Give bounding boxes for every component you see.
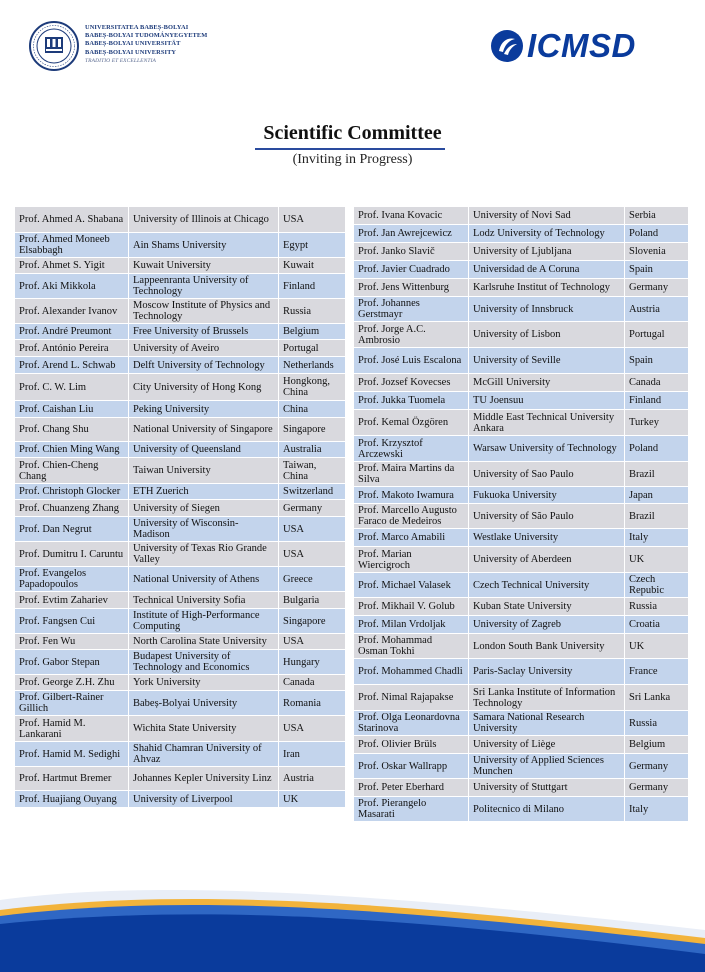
member-country: Poland <box>625 225 689 243</box>
member-name: Prof. André Preumont <box>15 324 129 340</box>
committee-row <box>15 716 346 742</box>
university-name-line: BABEȘ-BOLYAI UNIVERSITÄT <box>85 40 181 48</box>
member-affiliation: Samara National Research University <box>469 711 625 736</box>
member-country: Netherlands <box>279 357 346 374</box>
member-name: Prof. Javier Cuadrado <box>354 261 469 279</box>
member-name: Prof. Jens Wittenburg <box>354 279 469 297</box>
committee-row <box>354 462 689 487</box>
member-name: Prof. Evangelos Papadopoulos <box>15 567 129 592</box>
committee-row <box>15 500 346 517</box>
member-country: Canada <box>625 374 689 392</box>
member-name: Prof. Mohammed Chadli <box>354 659 469 685</box>
member-country: Japan <box>625 487 689 504</box>
member-country: Germany <box>625 754 689 779</box>
committee-row <box>354 797 689 822</box>
member-name: Prof. Hamid M. Lankarani <box>15 716 129 742</box>
member-country: Brazil <box>625 504 689 529</box>
university-name-line: UNIVERSITATEA BABEȘ-BOLYAI <box>85 24 189 31</box>
member-country: Hongkong, China <box>279 374 346 401</box>
member-name: Prof. Dumitru I. Caruntu <box>15 542 129 567</box>
member-affiliation: Budapest University of Technology and Economics <box>129 650 279 675</box>
committee-row <box>15 592 346 609</box>
committee-row <box>354 261 689 279</box>
member-country: Kuwait <box>279 258 346 274</box>
member-country: China <box>279 401 346 418</box>
member-affiliation: University of Zagreb <box>469 616 625 634</box>
member-affiliation: Peking University <box>129 401 279 418</box>
member-affiliation: Westlake University <box>469 529 625 547</box>
committee-row <box>15 340 346 357</box>
committee-row <box>354 616 689 634</box>
member-affiliation: McGill University <box>469 374 625 392</box>
member-country: Russia <box>279 299 346 324</box>
member-country: Finland <box>625 392 689 410</box>
member-name: Prof. Hartmut Bremer <box>15 767 129 791</box>
member-name: Prof. Johannes Gerstmayr <box>354 297 469 322</box>
member-affiliation: Free University of Brussels <box>129 324 279 340</box>
committee-row <box>354 374 689 392</box>
member-name: Prof. José Luis Escalona <box>354 348 469 374</box>
committee-row <box>15 324 346 340</box>
committee-row <box>15 691 346 716</box>
member-name: Prof. Gabor Stepan <box>15 650 129 675</box>
member-affiliation: University of Ljubljana <box>469 243 625 261</box>
member-affiliation: Lappeenranta University of Technology <box>129 274 279 299</box>
committee-row <box>354 410 689 436</box>
committee-row <box>15 418 346 442</box>
footer-wave-decoration <box>0 870 705 972</box>
member-affiliation: Kuwait University <box>129 258 279 274</box>
member-name: Prof. Makoto Iwamura <box>354 487 469 504</box>
member-affiliation: University of Innsbruck <box>469 297 625 322</box>
member-country: Finland <box>279 274 346 299</box>
committee-row <box>354 279 689 297</box>
member-country: Italy <box>625 529 689 547</box>
member-name: Prof. Ivana Kovacic <box>354 207 469 225</box>
member-country: Spain <box>625 348 689 374</box>
member-affiliation: Wichita State University <box>129 716 279 742</box>
member-name: Prof. Alexander Ivanov <box>15 299 129 324</box>
member-affiliation: Johannes Kepler University Linz <box>129 767 279 791</box>
committee-row <box>354 598 689 616</box>
member-affiliation: University of Applied Sciences Munchen <box>469 754 625 779</box>
committee-row <box>15 258 346 274</box>
member-name: Prof. Olivier Brüls <box>354 736 469 754</box>
member-country: USA <box>279 517 346 542</box>
university-name-block <box>85 24 207 65</box>
member-country: Egypt <box>279 233 346 258</box>
committee-row <box>354 487 689 504</box>
member-country: Russia <box>625 711 689 736</box>
member-name: Prof. Evtim Zahariev <box>15 592 129 609</box>
member-name: Prof. Arend L. Schwab <box>15 357 129 374</box>
member-affiliation: Technical University Sofia <box>129 592 279 609</box>
member-country: Iran <box>279 742 346 767</box>
member-affiliation: Sri Lanka Institute of Information Technology <box>469 685 625 711</box>
member-country: USA <box>279 716 346 742</box>
member-affiliation: Babeș-Bolyai University <box>129 691 279 716</box>
member-affiliation: Warsaw University of Technology <box>469 436 625 462</box>
member-affiliation: University of Siegen <box>129 500 279 517</box>
member-country: USA <box>279 542 346 567</box>
member-name: Prof. Peter Eberhard <box>354 779 469 797</box>
member-affiliation: University of Seville <box>469 348 625 374</box>
committee-row <box>354 659 689 685</box>
member-country: Austria <box>625 297 689 322</box>
icmsd-wordmark: ICMSD <box>527 27 636 64</box>
member-name: Prof. Christoph Glocker <box>15 484 129 500</box>
member-affiliation: Kuban State University <box>469 598 625 616</box>
member-country: Germany <box>625 279 689 297</box>
member-country: Australia <box>279 442 346 458</box>
member-name: Prof. Caishan Liu <box>15 401 129 418</box>
university-name-line: BABEȘ-BOLYAI UNIVERSITY <box>85 48 177 56</box>
committee-row <box>354 348 689 374</box>
member-name: Prof. Mikhail V. Golub <box>354 598 469 616</box>
member-name: Prof. Jozsef Kovecses <box>354 374 469 392</box>
committee-row <box>15 517 346 542</box>
committee-row <box>354 547 689 573</box>
member-affiliation: ETH Zuerich <box>129 484 279 500</box>
member-affiliation: University of Novi Sad <box>469 207 625 225</box>
member-country: Hungary <box>279 650 346 675</box>
committee-row <box>15 742 346 767</box>
member-affiliation: University of Queensland <box>129 442 279 458</box>
member-name: Prof. Chang Shu <box>15 418 129 442</box>
member-name: Prof. Ahmet S. Yigit <box>15 258 129 274</box>
member-affiliation: North Carolina State University <box>129 634 279 650</box>
member-name: Prof. Marian Wiercigroch <box>354 547 469 573</box>
committee-row <box>354 243 689 261</box>
member-name: Prof. Michael Valasek <box>354 573 469 598</box>
member-name: Prof. Krzysztof Arczewski <box>354 436 469 462</box>
member-country: Poland <box>625 436 689 462</box>
committee-row <box>15 274 346 299</box>
member-name: Prof. George Z.H. Zhu <box>15 675 129 691</box>
member-country: Czech Repubic <box>625 573 689 598</box>
member-country: France <box>625 659 689 685</box>
member-name: Prof. Nimal Rajapakse <box>354 685 469 711</box>
member-country: Spain <box>625 261 689 279</box>
committee-row <box>354 779 689 797</box>
member-country: Belgium <box>625 736 689 754</box>
member-name: Prof. António Pereira <box>15 340 129 357</box>
member-country: Russia <box>625 598 689 616</box>
member-affiliation: University of Aberdeen <box>469 547 625 573</box>
committee-row <box>354 573 689 598</box>
member-affiliation: TU Joensuu <box>469 392 625 410</box>
member-affiliation: City University of Hong Kong <box>129 374 279 401</box>
member-affiliation: Moscow Institute of Physics and Technology <box>129 299 279 324</box>
member-country: Germany <box>279 500 346 517</box>
committee-row <box>15 634 346 650</box>
committee-row <box>354 685 689 711</box>
member-name: Prof. Kemal Özgören <box>354 410 469 436</box>
member-country: Greece <box>279 567 346 592</box>
member-affiliation: University of Aveiro <box>129 340 279 357</box>
member-country: Switzerland <box>279 484 346 500</box>
university-motto: TRADITIO ET EXCELLENTIA <box>85 57 156 64</box>
member-name: Prof. Aki Mikkola <box>15 274 129 299</box>
member-name: Prof. Mohammad Osman Tokhi <box>354 634 469 659</box>
member-affiliation: Shahid Chamran University of Ahvaz <box>129 742 279 767</box>
title-underline <box>255 148 445 150</box>
member-name: Prof. Jorge A.C. Ambrosio <box>354 322 469 348</box>
committee-row <box>15 767 346 791</box>
member-affiliation: University of Liège <box>469 736 625 754</box>
member-country: Croatia <box>625 616 689 634</box>
committee-row <box>15 374 346 401</box>
university-seal-icon <box>29 21 79 71</box>
member-country: Belgium <box>279 324 346 340</box>
member-country: Italy <box>625 797 689 822</box>
page-header <box>0 0 705 100</box>
member-affiliation: Universidad de A Coruna <box>469 261 625 279</box>
member-country: Romania <box>279 691 346 716</box>
member-affiliation: York University <box>129 675 279 691</box>
committee-row <box>15 675 346 691</box>
committee-row <box>354 225 689 243</box>
member-country: Canada <box>279 675 346 691</box>
member-country: Portugal <box>279 340 346 357</box>
icmsd-emblem-icon <box>490 29 524 63</box>
page-subtitle: (Inviting in Progress) <box>292 152 413 167</box>
member-affiliation: Paris-Saclay University <box>469 659 625 685</box>
member-country: Germany <box>625 779 689 797</box>
committee-row <box>354 711 689 736</box>
member-affiliation: University of Wisconsin-Madison <box>129 517 279 542</box>
member-country: USA <box>279 207 346 233</box>
committee-row <box>15 233 346 258</box>
committee-row <box>354 754 689 779</box>
member-country: Austria <box>279 767 346 791</box>
member-affiliation: University of Illinois at Chicago <box>129 207 279 233</box>
member-name: Prof. Hamid M. Sedighi <box>15 742 129 767</box>
member-name: Prof. Gilbert-Rainer Gillich <box>15 691 129 716</box>
member-affiliation: Institute of High-Performance Computing <box>129 609 279 634</box>
member-affiliation: Middle East Technical University Ankara <box>469 410 625 436</box>
university-name-line: BABEȘ-BOLYAI TUDOMÁNYEGYETEM <box>85 32 208 40</box>
member-affiliation: University of Texas Rio Grande Valley <box>129 542 279 567</box>
member-name: Prof. Janko Slavič <box>354 243 469 261</box>
member-country: Sri Lanka <box>625 685 689 711</box>
member-name: Prof. Ahmed Moneeb Elsabbagh <box>15 233 129 258</box>
committee-row <box>354 436 689 462</box>
committee-row <box>354 529 689 547</box>
committee-row <box>15 357 346 374</box>
committee-row <box>15 299 346 324</box>
committee-row <box>15 542 346 567</box>
member-country: Singapore <box>279 609 346 634</box>
member-name: Prof. Dan Negrut <box>15 517 129 542</box>
member-name: Prof. Marcello Augusto Faraco de Medeiros <box>354 504 469 529</box>
committee-row <box>354 736 689 754</box>
committee-row <box>354 207 689 225</box>
committee-row <box>15 401 346 418</box>
member-name: Prof. Olga Leonardovna Starinova <box>354 711 469 736</box>
member-name: Prof. Chien-Cheng Chang <box>15 458 129 484</box>
member-affiliation: Politecnico di Milano <box>469 797 625 822</box>
committee-row <box>15 567 346 592</box>
member-name: Prof. Chuanzeng Zhang <box>15 500 129 517</box>
member-country: UK <box>279 791 346 808</box>
member-affiliation: University of São Paulo <box>469 504 625 529</box>
member-name: Prof. Milan Vrdoljak <box>354 616 469 634</box>
page-title: Scientific Committee <box>263 122 442 144</box>
member-affiliation: National University of Singapore <box>129 418 279 442</box>
member-country: Turkey <box>625 410 689 436</box>
member-country: Bulgaria <box>279 592 346 609</box>
member-affiliation: Ain Shams University <box>129 233 279 258</box>
member-affiliation: Lodz University of Technology <box>469 225 625 243</box>
committee-row <box>15 650 346 675</box>
member-name: Prof. Pierangelo Masarati <box>354 797 469 822</box>
committee-row <box>354 322 689 348</box>
committee-row <box>15 791 346 808</box>
member-country: UK <box>625 634 689 659</box>
member-name: Prof. Jan Awrejcewicz <box>354 225 469 243</box>
member-name: Prof. Fen Wu <box>15 634 129 650</box>
member-country: Brazil <box>625 462 689 487</box>
committee-row <box>15 484 346 500</box>
member-country: Taiwan, China <box>279 458 346 484</box>
committee-row <box>354 634 689 659</box>
committee-row <box>15 442 346 458</box>
member-name: Prof. Maira Martins da Silva <box>354 462 469 487</box>
committee-row <box>354 297 689 322</box>
member-affiliation: Delft University of Technology <box>129 357 279 374</box>
member-affiliation: Taiwan University <box>129 458 279 484</box>
committee-row <box>354 392 689 410</box>
member-name: Prof. Oskar Wallrapp <box>354 754 469 779</box>
member-affiliation: Czech Technical University <box>469 573 625 598</box>
committee-row <box>354 504 689 529</box>
member-affiliation: University of Stuttgart <box>469 779 625 797</box>
committee-table-right <box>354 207 689 822</box>
member-country: Singapore <box>279 418 346 442</box>
member-name: Prof. Fangsen Cui <box>15 609 129 634</box>
member-affiliation: University of Lisbon <box>469 322 625 348</box>
member-affiliation: Karlsruhe Institut of Technology <box>469 279 625 297</box>
member-name: Prof. Jukka Tuomela <box>354 392 469 410</box>
committee-row <box>15 609 346 634</box>
member-country: UK <box>625 547 689 573</box>
member-country: USA <box>279 634 346 650</box>
committee-table-left <box>15 207 346 808</box>
member-affiliation: Fukuoka University <box>469 487 625 504</box>
member-affiliation: London South Bank University <box>469 634 625 659</box>
member-name: Prof. Ahmed A. Shabana <box>15 207 129 233</box>
icmsd-logo <box>490 29 685 65</box>
committee-row <box>15 207 346 233</box>
member-country: Portugal <box>625 322 689 348</box>
member-name: Prof. Chien Ming Wang <box>15 442 129 458</box>
member-affiliation: National University of Athens <box>129 567 279 592</box>
member-country: Slovenia <box>625 243 689 261</box>
member-name: Prof. C. W. Lim <box>15 374 129 401</box>
member-name: Prof. Huajiang Ouyang <box>15 791 129 808</box>
member-affiliation: University of Liverpool <box>129 791 279 808</box>
member-name: Prof. Marco Amabili <box>354 529 469 547</box>
member-country: Serbia <box>625 207 689 225</box>
member-affiliation: University of Sao Paulo <box>469 462 625 487</box>
committee-row <box>15 458 346 484</box>
